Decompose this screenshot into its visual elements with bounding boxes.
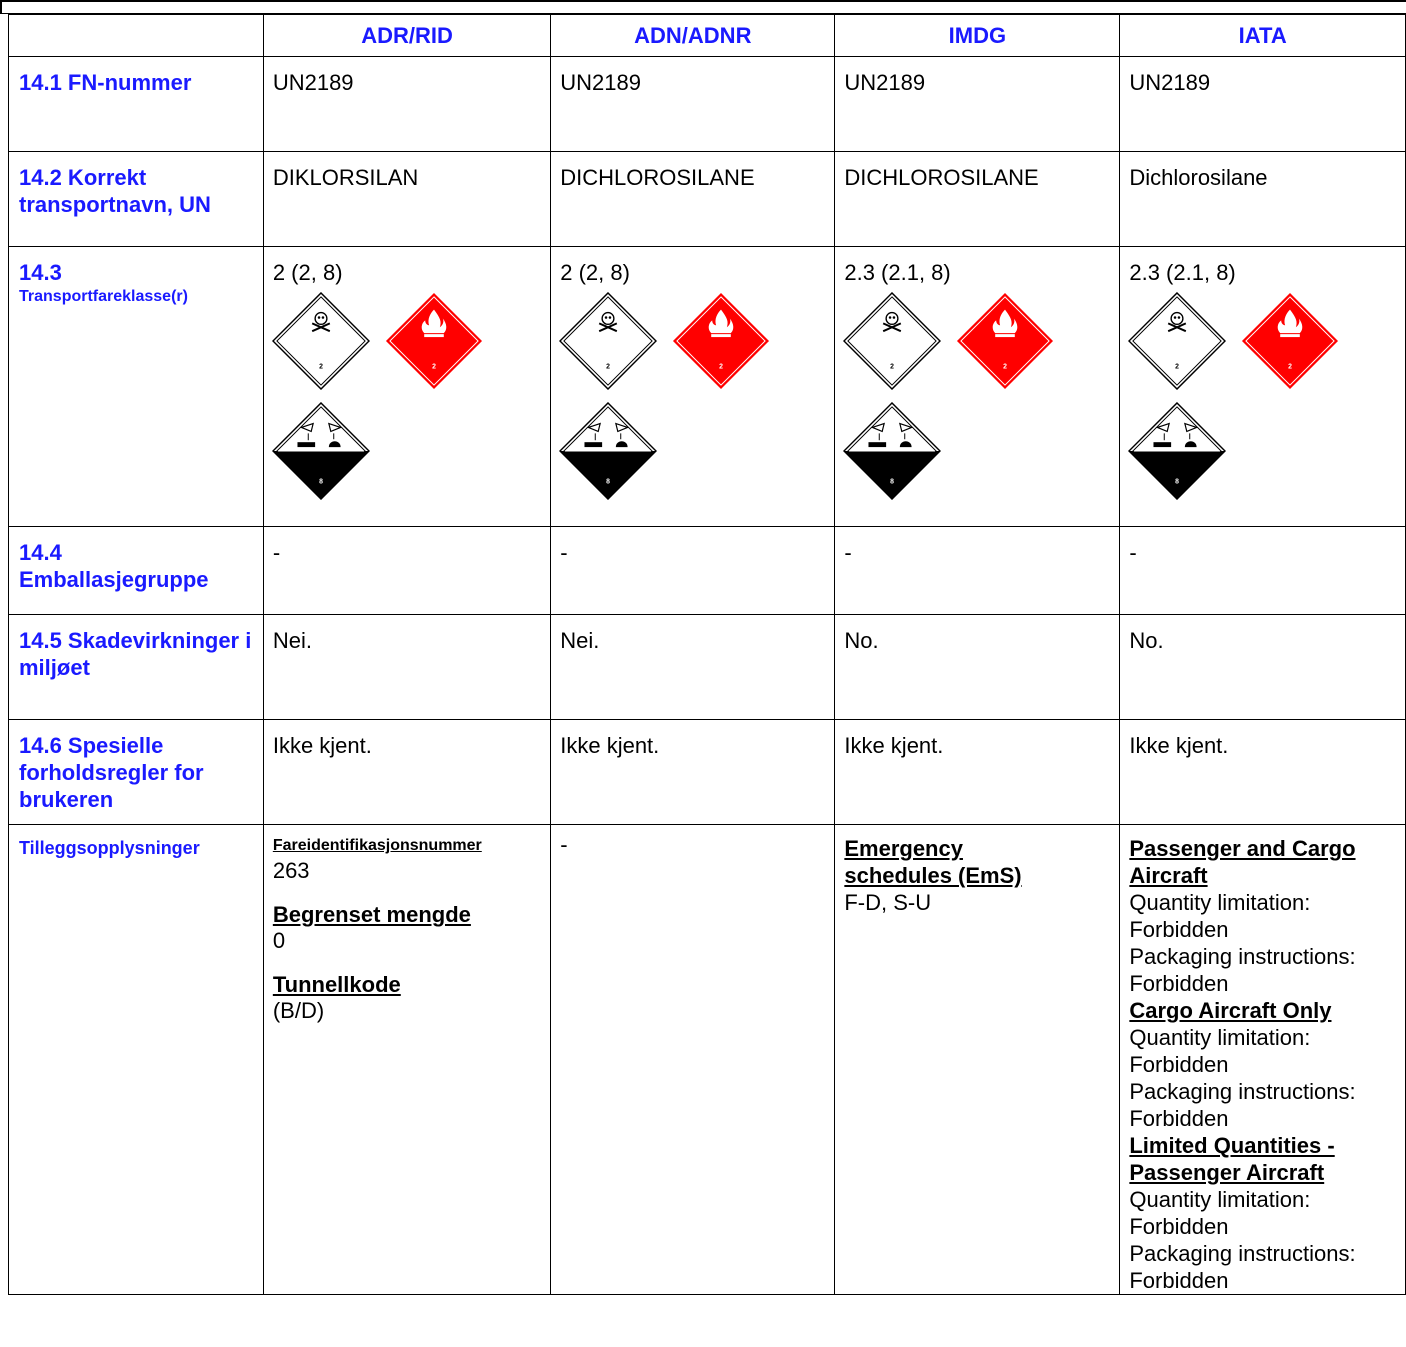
row-label-number: 14.3: [19, 260, 62, 285]
cell-value: 2.3 (2.1, 8): [1129, 260, 1236, 285]
hazard-cell: [263, 247, 550, 527]
limited-qty-passenger-heading: Limited Quantities - Passenger Aircraft: [1129, 1133, 1335, 1185]
cell-value: No.: [1120, 615, 1406, 720]
hazard-id-heading: Fareidentifikasjonsnummer: [272, 837, 482, 854]
flammable-gas-icon: [672, 292, 770, 390]
lq-packaging: Packaging instructions: Forbidden: [1129, 1241, 1356, 1293]
header-adr-rid: ADR/RID: [263, 15, 550, 57]
svg-text:8: 8: [318, 478, 323, 486]
header-adn-adnr: ADN/ADNR: [551, 15, 835, 57]
header-empty-cell: [9, 15, 264, 57]
passenger-cargo-heading: Passenger and Cargo Aircraft: [1129, 836, 1356, 888]
hazard-class-row: [9, 247, 1406, 527]
svg-text:2: 2: [1175, 363, 1180, 371]
cell-value: 2 (2, 8): [272, 260, 343, 285]
toxic-gas-icon: [843, 292, 941, 390]
flammable-gas-icon: [956, 292, 1054, 390]
precautions-row: [9, 720, 1406, 825]
svg-text:2: 2: [431, 363, 436, 371]
cell-value: -: [835, 527, 1120, 615]
pictogram-group: [844, 292, 1111, 512]
un-number-row: [9, 57, 1406, 152]
pictogram-group: [1129, 292, 1397, 512]
header-iata: IATA: [1120, 15, 1406, 57]
svg-text:2: 2: [1288, 363, 1293, 371]
cell-value: DIKLORSILAN: [263, 152, 550, 247]
svg-text:8: 8: [1175, 478, 1180, 486]
flammable-gas-icon: [1241, 292, 1339, 390]
imdg-additional-cell: [835, 825, 1120, 1295]
cell-value: UN2189: [551, 57, 835, 152]
header-row: [9, 15, 1406, 57]
adr-additional-cell: [263, 825, 550, 1295]
pictogram-group: [560, 292, 826, 512]
svg-text:2: 2: [1003, 363, 1008, 371]
limited-qty-value: 0: [272, 928, 286, 953]
ems-value: F-D, S-U: [844, 890, 932, 915]
page-top-border: [0, 0, 1406, 14]
toxic-gas-icon: [559, 292, 657, 390]
corrosive-icon: [843, 402, 941, 500]
limited-qty-heading: Begrenset mengde: [272, 902, 471, 927]
row-label: 14.4 Emballasjegruppe: [9, 527, 264, 615]
cargo-only-heading: Cargo Aircraft Only: [1129, 998, 1332, 1023]
flammable-gas-icon: [385, 292, 483, 390]
cell-value: Dichlorosilane: [1120, 152, 1406, 247]
cell-value: Ikke kjent.: [263, 720, 550, 825]
hazard-cell: [1120, 247, 1406, 527]
svg-text:2: 2: [606, 363, 611, 371]
cell-value: UN2189: [1120, 57, 1406, 152]
packing-group-row: [9, 527, 1406, 615]
cell-value: UN2189: [835, 57, 1120, 152]
toxic-gas-icon: [272, 292, 370, 390]
svg-text:8: 8: [890, 478, 895, 486]
svg-text:2: 2: [318, 363, 323, 371]
hazard-cell: [835, 247, 1120, 527]
row-label: 14.6 Spesielle forholdsregler for brukeren: [9, 720, 264, 825]
additional-info-row: [9, 825, 1406, 1295]
cell-value: DICHLOROSILANE: [551, 152, 835, 247]
cargo-packaging: Packaging instructions: Forbidden: [1129, 1079, 1356, 1131]
cell-value: Ikke kjent.: [551, 720, 835, 825]
corrosive-icon: [559, 402, 657, 500]
row-label: 14.2 Korrekt transportnavn, UN: [9, 152, 264, 247]
lq-qty: Quantity limitation: Forbidden: [1129, 1187, 1311, 1239]
cell-value: 2 (2, 8): [560, 260, 630, 285]
corrosive-icon: [1128, 402, 1226, 500]
cell-value: Ikke kjent.: [835, 720, 1120, 825]
tunnel-code-value: (B/D): [272, 998, 325, 1023]
cell-value: DICHLOROSILANE: [835, 152, 1120, 247]
svg-text:2: 2: [719, 363, 724, 371]
toxic-gas-icon: [1128, 292, 1226, 390]
svg-text:8: 8: [606, 478, 611, 486]
cell-value: 2.3 (2.1, 8): [844, 260, 951, 285]
svg-text:2: 2: [890, 363, 895, 371]
header-imdg: IMDG: [835, 15, 1120, 57]
shipping-name-row: [9, 152, 1406, 247]
cargo-qty: Quantity limitation: Forbidden: [1129, 1025, 1311, 1077]
corrosive-icon: [272, 402, 370, 500]
cell-value: Nei.: [551, 615, 835, 720]
passenger-packaging: Packaging instructions: Forbidden: [1129, 944, 1356, 996]
adn-additional-cell: -: [551, 825, 835, 1295]
tunnel-code-heading: Tunnellkode: [272, 972, 401, 997]
hazard-id-value: 263: [272, 858, 310, 883]
passenger-qty: Quantity limitation: Forbidden: [1129, 890, 1311, 942]
cell-value: -: [1120, 527, 1406, 615]
cell-value: -: [551, 527, 835, 615]
cell-value: Ikke kjent.: [1120, 720, 1406, 825]
hazard-cell: [551, 247, 835, 527]
iata-additional-cell: [1120, 825, 1406, 1295]
row-label: 14.1 FN-nummer: [9, 57, 264, 152]
cell-value: No.: [835, 615, 1120, 720]
environment-row: [9, 615, 1406, 720]
row-label: Tilleggsopplysninger: [9, 825, 264, 1295]
ems-heading: Emergency schedules (EmS): [844, 836, 1022, 888]
pictogram-group: [273, 292, 542, 512]
cell-value: UN2189: [263, 57, 550, 152]
row-label-text: Transportfareklasse(r): [19, 288, 188, 305]
cell-value: Nei.: [263, 615, 550, 720]
row-label: 14.5 Skadevirkninger i miljøet: [9, 615, 264, 720]
cell-value: -: [263, 527, 550, 615]
row-label: [9, 247, 264, 527]
transport-info-table: [8, 14, 1406, 1295]
